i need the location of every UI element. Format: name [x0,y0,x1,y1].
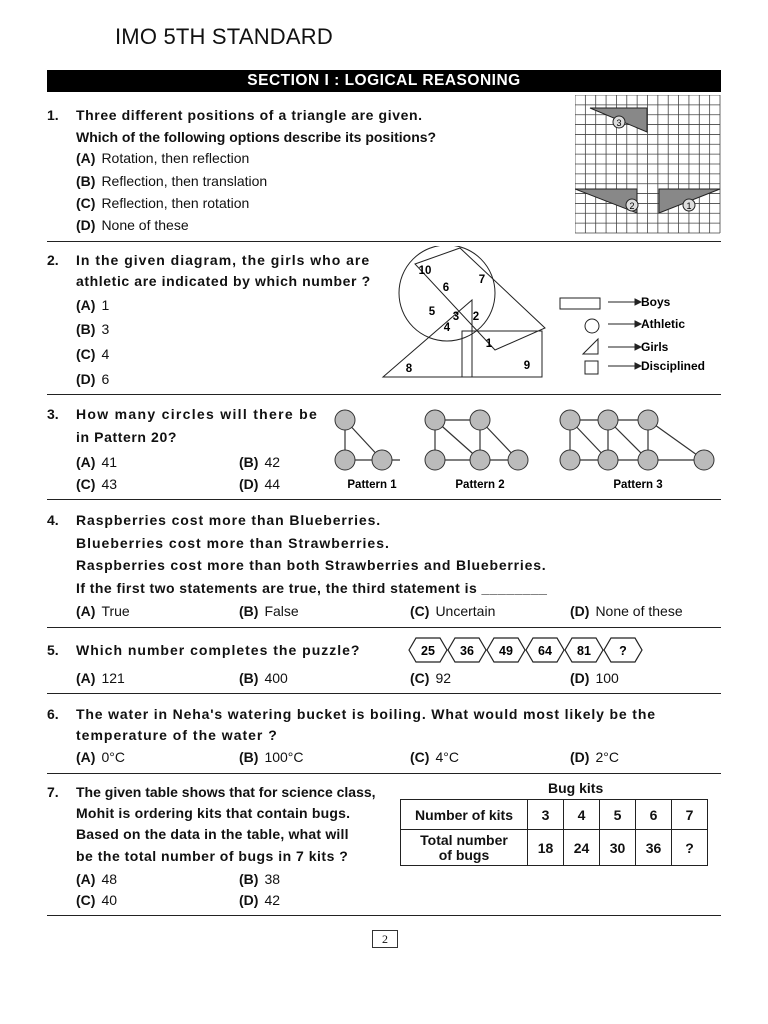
q2-line-2: athletic are indicated by which number ? [76,273,371,289]
legend-athletic: Athletic [641,317,686,331]
q6-option-c[interactable]: (C) 4°C [410,749,459,765]
q7-line-2: Mohit is ordering kits that contain bugs. [76,805,351,821]
q7-option-a[interactable]: (A) 48 [76,871,118,887]
table-caption: Bug kits [548,780,604,796]
sequence-item: ? [619,644,627,658]
q5-number-sequence [408,636,644,664]
q3-line-2: in Pattern 20? [76,429,177,445]
q1-option-a[interactable]: (A) Rotation, then reflection [76,150,250,166]
q4-number: 4. [47,512,59,528]
q1-option-b[interactable]: (B) Reflection, then translation [76,173,268,189]
q4-option-b[interactable]: (B) False [239,603,299,619]
q4-line-1: Raspberries cost more than Blueberries. [76,512,382,528]
q1-label-3: 3 [616,118,622,128]
q4-option-d[interactable]: (D) None of these [570,603,683,619]
q5-option-c[interactable]: (C) 92 [410,670,452,686]
region-7: 7 [478,274,486,286]
region-8: 8 [405,363,413,375]
divider [47,915,721,916]
q6-option-a[interactable]: (A) 0°C [76,749,125,765]
divider [47,241,721,242]
page-number: 2 [372,930,398,948]
q7-line-4: be the total number of bugs in 7 kits ? [76,848,349,864]
q6-line-2: temperature of the water ? [76,727,278,743]
q7-option-c[interactable]: (C) 40 [76,892,118,908]
q2-option-b[interactable]: (B) 3 [76,321,110,337]
q4-option-a[interactable]: (A) True [76,603,130,619]
region-10: 10 [418,265,432,277]
divider [47,627,721,628]
q6-option-b[interactable]: (B) 100°C [239,749,304,765]
q2-number: 2. [47,252,59,268]
q5-option-b[interactable]: (B) 400 [239,670,288,686]
divider [47,693,721,694]
table-cell: 24 [564,830,600,866]
table-cell: 4 [564,800,600,830]
q2-option-a[interactable]: (A) 1 [76,297,110,313]
q5-number: 5. [47,642,59,658]
legend-disciplined: Disciplined [641,359,706,373]
q1-label-1: 1 [686,201,692,211]
q2-option-d[interactable]: (D) 6 [76,371,110,387]
pattern-3-label: Pattern 3 [613,479,663,491]
table-cell: 3 [528,800,564,830]
row-header-kits: Number of kits [401,800,528,830]
q3-number: 3. [47,406,59,422]
q1-label-2: 2 [629,201,635,211]
divider [47,499,721,500]
legend-boys: Boys [641,295,671,309]
region-3: 3 [452,311,460,323]
bug-kits-table [400,799,708,866]
table-cell: 7 [672,800,708,830]
q3-option-b[interactable]: (B) 42 [239,454,281,470]
q6-option-d[interactable]: (D) 2°C [570,749,619,765]
q3-line-1: How many circles will there be [76,406,319,422]
q3-option-d[interactable]: (D) 44 [239,476,281,492]
region-9: 9 [523,360,531,372]
legend-girls: Girls [641,340,669,354]
region-1: 1 [485,338,493,350]
pattern-1-label: Pattern 1 [347,479,397,491]
table-cell: ? [672,830,708,866]
boys-rectangle [415,248,545,350]
sequence-item: 36 [460,644,474,658]
q3-option-c[interactable]: (C) 43 [76,476,118,492]
region-2: 2 [472,311,480,323]
q1-number: 1. [47,107,59,123]
sequence-item: 64 [538,644,552,658]
page-title: IMO 5TH STANDARD [115,24,333,49]
table-cell: 36 [636,830,672,866]
region-5: 5 [428,306,436,318]
table-cell: 5 [600,800,636,830]
q6-line-1: The water in Neha's watering bucket is boiling. What would most likely be the [76,706,656,722]
section-header: SECTION I : LOGICAL REASONING [47,70,721,92]
q5-option-a[interactable]: (A) 121 [76,670,125,686]
table-cell: 6 [636,800,672,830]
q4-line-4: If the first two statements are true, the third statement is ________ [76,580,548,596]
q2-line-1: In the given diagram, the girls who are [76,252,371,268]
divider [47,394,721,395]
q3-patterns [330,404,720,494]
q3-option-a[interactable]: (A) 41 [76,454,118,470]
divider [47,773,721,774]
q6-number: 6. [47,706,59,722]
q1-option-d[interactable]: (D) None of these [76,217,189,233]
q1-line-2: Which of the following options describe its positions? [76,129,437,145]
region-6: 6 [442,282,450,294]
region-4: 4 [443,322,451,334]
q5-option-d[interactable]: (D) 100 [570,670,619,686]
q2-venn-diagram [380,246,720,382]
q7-line-1: The given table shows that for science class, [76,784,376,800]
sequence-item: 49 [499,644,513,658]
sequence-item: 81 [577,644,591,658]
q7-line-3: Based on the data in the table, what will [76,826,349,842]
q1-grid-figure [575,95,721,235]
q7-option-b[interactable]: (B) 38 [239,871,281,887]
q2-option-c[interactable]: (C) 4 [76,346,110,362]
q7-option-d[interactable]: (D) 42 [239,892,281,908]
row-header-bugs: Total number of bugs [401,830,528,866]
sequence-item: 25 [421,644,435,658]
q4-line-3: Raspberries cost more than both Strawberries and Blueberries. [76,557,547,573]
q1-line-1: Three different positions of a triangle are given. [76,107,423,123]
pattern-2-label: Pattern 2 [455,479,505,491]
table-cell: 18 [528,830,564,866]
q4-option-c[interactable]: (C) Uncertain [410,603,496,619]
q4-line-2: Blueberries cost more than Strawberries. [76,535,390,551]
q7-number: 7. [47,784,59,800]
table-cell: 30 [600,830,636,866]
q5-line-1: Which number completes the puzzle? [76,642,361,658]
q1-option-c[interactable]: (C) Reflection, then rotation [76,195,250,211]
